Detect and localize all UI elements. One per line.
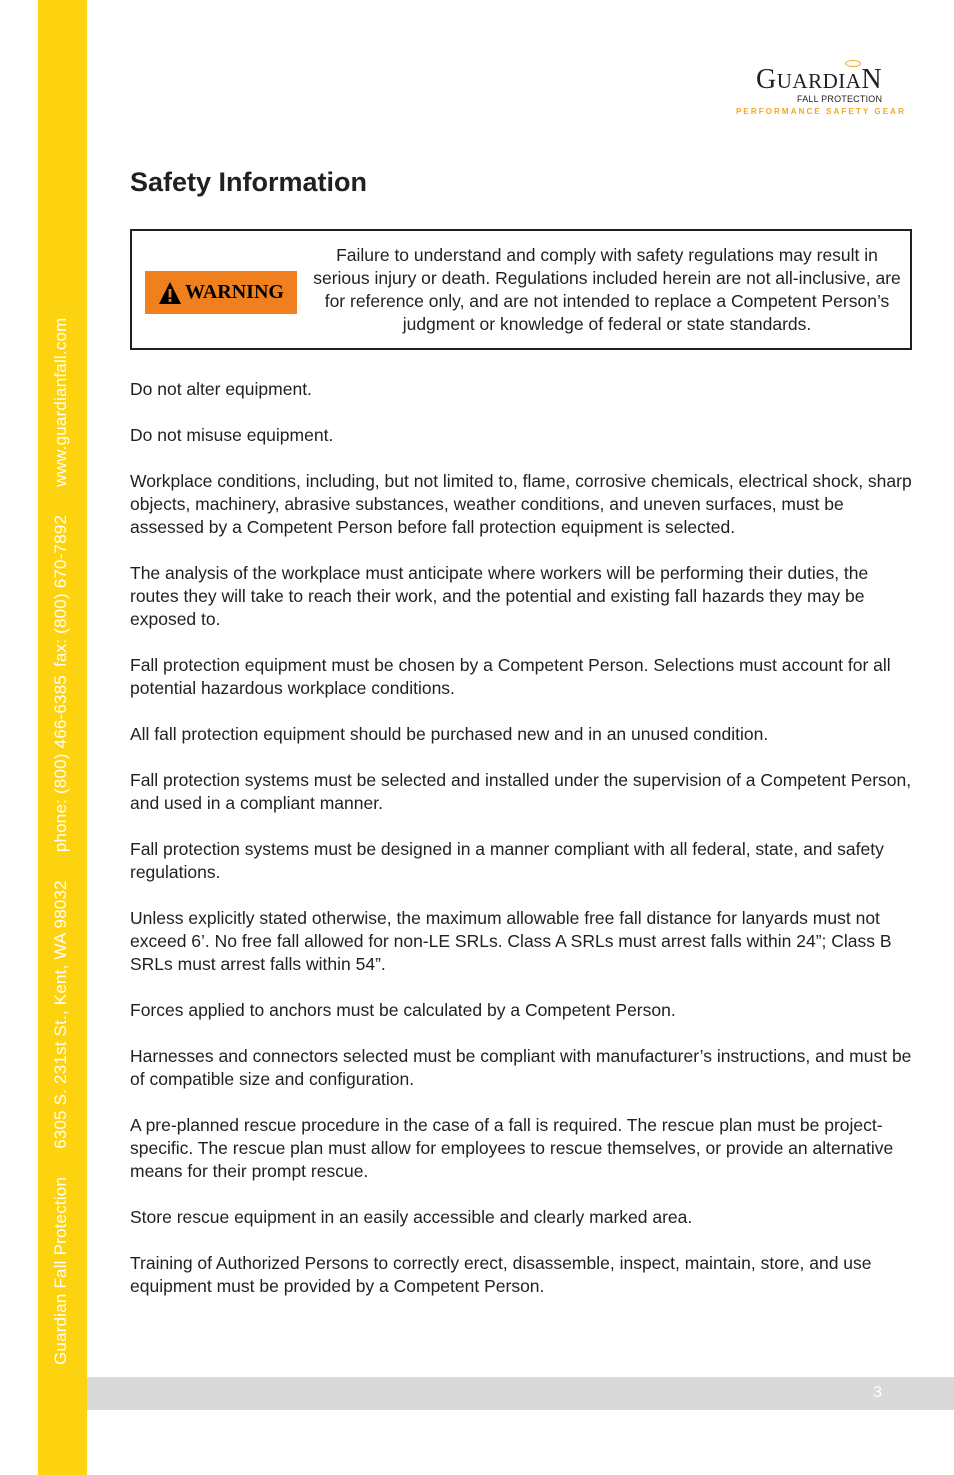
paragraph: Do not alter equipment. <box>130 379 312 399</box>
paragraph: The analysis of the workplace must anticipate where workers will be performing their duties, the routes they will take to reach their work, and the potential and existing fall hazards they may be exposed to. <box>130 563 869 629</box>
paragraph: Fall protection systems must be selected and installed under the supervision of a Competent Person, and used in a compliant manner. <box>130 770 912 813</box>
guardian-logo <box>736 64 906 120</box>
safety-content <box>130 378 920 1321</box>
paragraph: All fall protection equipment should be purchased new and in an unused condition. <box>130 724 769 744</box>
paragraph: Fall protection systems must be designed in a manner compliant with all federal, state, and safety regulations. <box>130 839 884 882</box>
warning-text: Failure to understand and comply with safety regulations may result in serious injury or death. Regulations included herein are not all-inclusive, are for reference only, and are not intended to replace a Competent Person’s judgment or knowledge of federal or state standards. <box>313 245 901 334</box>
warning-box <box>130 229 912 350</box>
warning-label: WARNING <box>185 281 284 303</box>
page-title: Safety Information <box>130 167 368 197</box>
logo-wordmark: GUARDIAN <box>756 64 883 95</box>
paragraph: Workplace conditions, including, but not limited to, flame, corrosive chemicals, electrical shock, sharp objects, machinery, abrasive substances, weather conditions, and uneven surfaces, must be assessed by a Competent Person before fall protection equipment is selected. <box>130 471 912 537</box>
sidebar-phone: phone: (800) 466-6385 <box>51 675 70 853</box>
paragraph: Forces applied to anchors must be calculated by a Competent Person. <box>130 1000 676 1020</box>
paragraph: A pre-planned rescue procedure in the case of a fall is required. The rescue plan must be project-specific. The rescue plan must allow for employees to rescue themselves, or provide an alternative means for their prompt rescue. <box>130 1115 894 1181</box>
sidebar-company: Guardian Fall Protection <box>51 1176 70 1365</box>
paragraph: Training of Authorized Persons to correctly erect, disassemble, inspect, maintain, store, and use equipment must be provided by a Competent Person. <box>130 1253 872 1296</box>
sidebar-address: 6305 S. 231st St., Kent, WA 98032 <box>51 880 70 1149</box>
page-number: 3 <box>873 1384 882 1401</box>
warning-triangle-icon <box>158 281 182 305</box>
paragraph: Unless explicitly stated otherwise, the maximum allowable free fall distance for lanyards must not exceed 6’. No free fall allowed for non-LE SRLs. Class A SRLs must arrest falls within 24”; Class B SRLs must arrest falls within 54”. <box>130 908 892 974</box>
logo-tagline: PERFORMANCE SAFETY GEAR <box>736 107 906 116</box>
sidebar-fax: fax: (800) 670-7892 <box>51 514 70 667</box>
paragraph: Fall protection equipment must be chosen by a Competent Person. Selections must account for all potential hazardous workplace conditions. <box>130 655 891 698</box>
footer-band <box>87 1377 954 1410</box>
paragraph: Harnesses and connectors selected must be compliant with manufacturer’s instructions, and must be of compatible size and configuration. <box>130 1046 912 1089</box>
sidebar-website: www.guardianfall.com <box>51 317 70 487</box>
paragraph: Do not misuse equipment. <box>130 425 334 445</box>
sidebar-contact-text <box>52 317 69 1365</box>
logo-subtitle: FALL PROTECTION <box>797 94 883 104</box>
warning-badge <box>145 271 297 314</box>
paragraph: Store rescue equipment in an easily accessible and clearly marked area. <box>130 1207 693 1227</box>
